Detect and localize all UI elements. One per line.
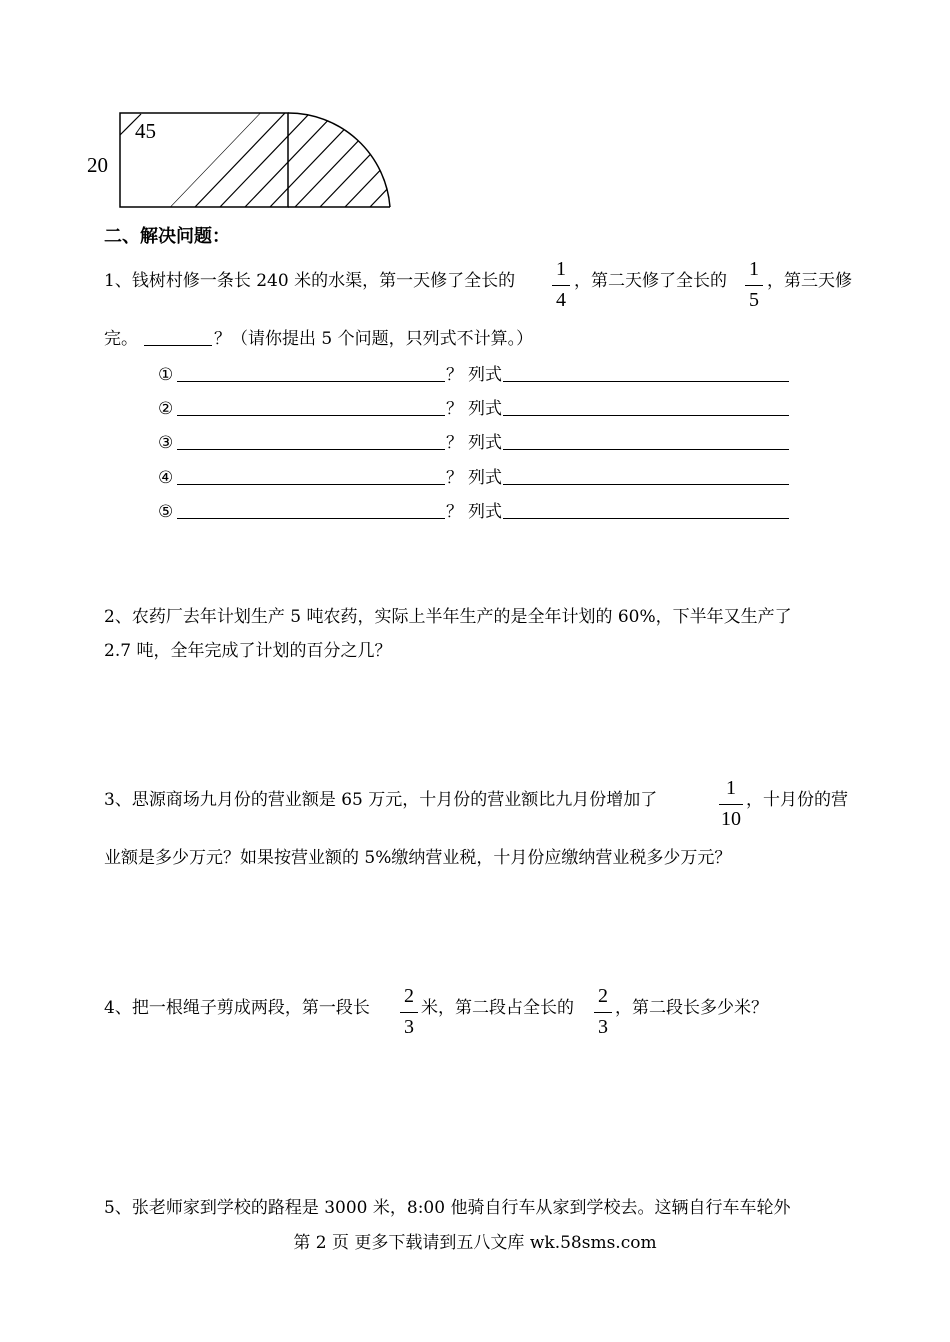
q1-text-c: ，第三天修 <box>767 271 852 291</box>
question-mark: ？ <box>446 365 463 385</box>
q5-line1: 5、张老师家到学校的路程是 3000 米，8:00 他骑自行车从家到学校去。这辆自行车车轮外 <box>104 1198 791 1218</box>
formula-blank[interactable] <box>503 414 789 416</box>
row-number: ④ <box>158 468 174 488</box>
fraction-bar <box>745 285 763 286</box>
q1-fraction-1 <box>550 258 572 316</box>
q1-fraction-2-numerator: 1 <box>749 258 759 280</box>
formula-blank[interactable] <box>503 380 789 382</box>
q4-fraction-2-numerator: 2 <box>598 985 608 1007</box>
q2-line2: 2.7 吨，全年完成了计划的百分之几？ <box>104 641 392 661</box>
row-number: ② <box>158 399 174 419</box>
fraction-bar <box>552 285 570 286</box>
q3-fraction-numerator: 1 <box>726 777 736 799</box>
q1-line2-b: ？（请你提出 5 个问题，只列式不计算。） <box>214 329 534 349</box>
question-mark: ？ <box>446 399 463 419</box>
q1-text-a: 1、钱树村修一条长 240 米的水渠，第一天修了全长的 <box>104 271 516 291</box>
formula-label: 列式 <box>468 468 502 488</box>
page-footer: 第 2 页 更多下载请到五八文库 wk.58sms.com <box>293 1233 657 1253</box>
q1-fraction-1-denominator: 4 <box>556 289 566 311</box>
question-blank[interactable] <box>177 483 445 485</box>
question-mark: ？ <box>446 433 463 453</box>
row-number: ① <box>158 365 174 385</box>
q3-fraction <box>717 777 745 835</box>
question-blank[interactable] <box>177 380 445 382</box>
q4-text-a: 4、把一根绳子剪成两段，第一段长 <box>104 998 370 1018</box>
q4-fraction-1-denominator: 3 <box>404 1016 414 1038</box>
fraction-bar <box>594 1012 612 1013</box>
row-number: ⑤ <box>158 502 174 522</box>
section-heading: 二、解决问题： <box>104 226 230 247</box>
fraction-bar <box>719 804 743 805</box>
q4-fraction-1-numerator: 2 <box>404 985 414 1007</box>
q1-fraction-2 <box>743 258 765 316</box>
formula-label: 列式 <box>468 399 502 419</box>
q1-fraction-2-denominator: 5 <box>749 289 759 311</box>
q4-text-c: ，第二段长多少米？ <box>615 998 768 1018</box>
fraction-bar <box>400 1012 418 1013</box>
q1-line2-a: 完。 <box>104 329 138 349</box>
formula-blank[interactable] <box>503 448 789 450</box>
q3-text-b: ，十月份的营 <box>746 790 848 810</box>
q3-line2: 业额是多少万元？如果按营业额的 5%缴纳营业税，十月份应缴纳营业税多少万元？ <box>104 848 732 868</box>
row-number: ③ <box>158 433 174 453</box>
q4-fraction-2 <box>592 985 614 1043</box>
q1-question-blank[interactable] <box>144 344 212 346</box>
q1-text-b: ，第二天修了全长的 <box>574 271 727 291</box>
formula-blank[interactable] <box>503 483 789 485</box>
formula-label: 列式 <box>468 502 502 522</box>
q1-fraction-1-numerator: 1 <box>556 258 566 280</box>
q3-fraction-denominator: 10 <box>721 808 741 830</box>
q4-fraction-1 <box>398 985 420 1043</box>
question-blank[interactable] <box>177 448 445 450</box>
question-mark: ？ <box>446 468 463 488</box>
question-mark: ？ <box>446 502 463 522</box>
formula-blank[interactable] <box>503 517 789 519</box>
figure-side-label: 20 <box>87 153 108 177</box>
question-blank[interactable] <box>177 414 445 416</box>
q2-line1: 2、农药厂去年计划生产 5 吨农药，实际上半年生产的是全年计划的 60%，下半年又生产了 <box>104 607 792 627</box>
formula-label: 列式 <box>468 433 502 453</box>
q3-text-a: 3、思源商场九月份的营业额是 65 万元，十月份的营业额比九月份增加了 <box>104 790 658 810</box>
figure-angle-label: 45 <box>135 119 156 143</box>
q4-text-b: 米，第二段占全长的 <box>421 998 574 1018</box>
question-blank[interactable] <box>177 517 445 519</box>
q4-fraction-2-denominator: 3 <box>598 1016 608 1038</box>
formula-label: 列式 <box>468 365 502 385</box>
